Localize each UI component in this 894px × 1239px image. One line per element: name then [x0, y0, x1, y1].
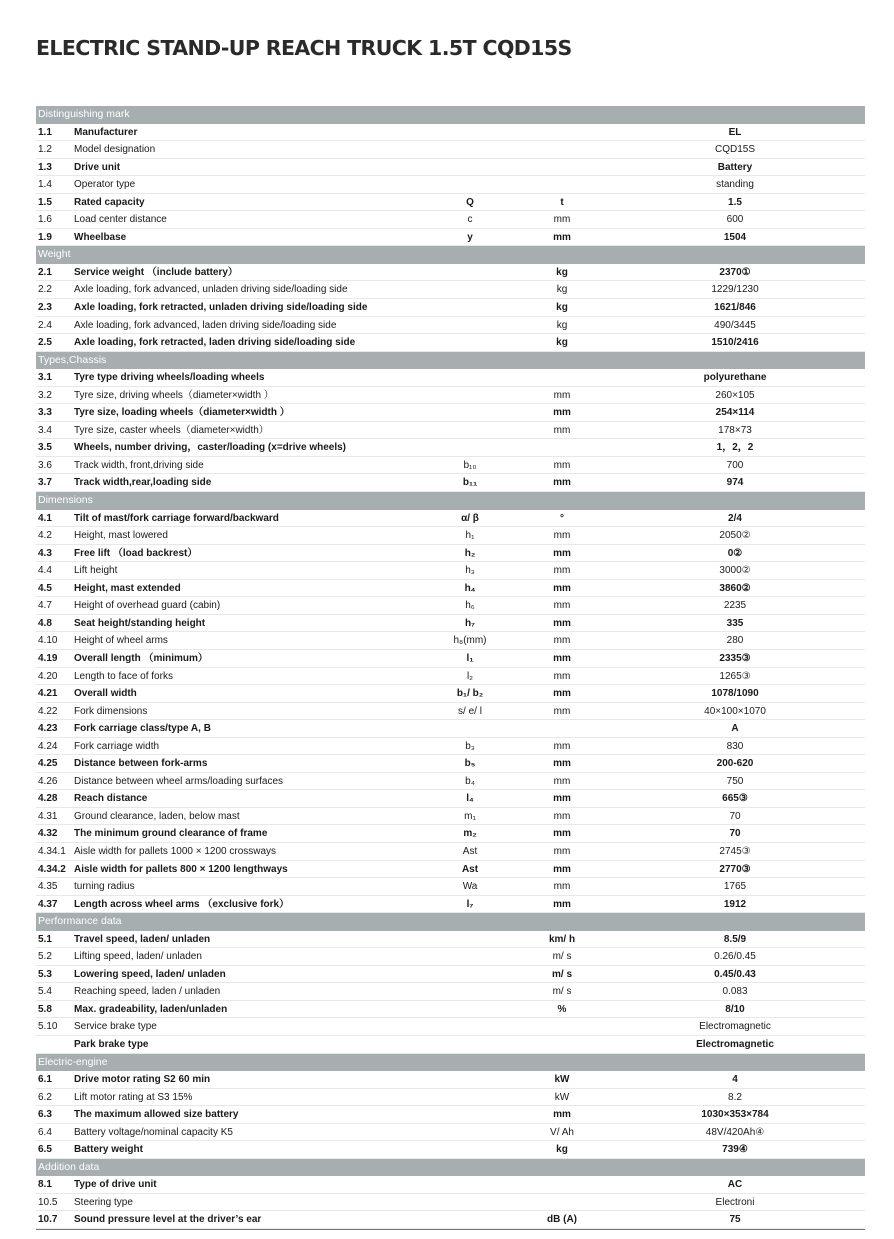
table-row: 4.24 Fork carriage width b₃ mm 830 [36, 738, 865, 756]
row-number: 4.2 [38, 530, 52, 542]
row-number: 2.4 [38, 319, 52, 331]
row-number: 6.3 [38, 1109, 52, 1121]
table-row: 1.4 Operator type standing [36, 176, 865, 194]
row-parameter: Service brake type [74, 1021, 157, 1033]
table-row: 6.4 Battery voltage/nominal capacity K5 V/ Ah 48V/420Ah④ [36, 1124, 865, 1142]
table-row: 1.3 Drive unit Battery [36, 159, 865, 177]
row-parameter: Service weight （include battery） [74, 266, 238, 278]
row-parameter: Distance between fork-arms [74, 758, 208, 770]
table-row: 5.2 Lifting speed, laden/ unladen m/ s 0.26/0.45 [36, 948, 865, 966]
row-number: 4.20 [38, 670, 58, 682]
table-row: 6.2 Lift motor rating at S3 15% kW 8.2 [36, 1089, 865, 1107]
row-parameter: Seat height/standing height [74, 617, 206, 629]
row-parameter: Rated capacity [74, 196, 145, 208]
table-row: 4.21 Overall width b₁/ b₂ mm 1078/1090 [36, 685, 865, 703]
row-number: 4.22 [38, 705, 58, 717]
row-number: 5.3 [38, 968, 52, 980]
row-number: 4.8 [38, 617, 52, 629]
row-number: 4.4 [38, 565, 52, 577]
row-parameter: The maximum allowed size battery [74, 1109, 239, 1121]
table-row: 10.7 Sound pressure level at the driver’s ear dB (A) 75 [36, 1211, 865, 1229]
row-parameter: Lifting speed, laden/ unladen [74, 951, 202, 963]
row-number: 4.19 [38, 652, 58, 664]
table-row: 4.37 Length across wheel arms （exclusive fork） l₇ mm 1912 [36, 896, 865, 914]
table-row: 4.31 Ground clearance, laden, below mast m₁ mm 70 [36, 808, 865, 826]
table-row: 10.5 Steering type Electroni [36, 1194, 865, 1212]
row-parameter: Fork dimensions [74, 705, 148, 717]
table-row: 4.19 Overall length （minimum） l₁ mm 2335③ [36, 650, 865, 668]
row-number: 3.4 [38, 424, 52, 436]
row-parameter: Axle loading, fork retracted, laden driving side/loading side [74, 337, 356, 349]
row-parameter: Battery weight [74, 1144, 143, 1156]
table-bottom-rule [36, 1229, 865, 1230]
row-number: 8.1 [38, 1179, 52, 1191]
row-parameter: Track width,rear,loading side [74, 477, 212, 489]
table-row: 4.10 Height of wheel arms h₈(mm) mm 280 [36, 632, 865, 650]
row-number: 6.5 [38, 1144, 52, 1156]
row-number: 3.7 [38, 477, 52, 489]
table-row: 6.1 Drive motor rating S2 60 min kW 4 [36, 1071, 865, 1089]
row-parameter: Length to face of forks [74, 670, 173, 682]
row-number: 4.25 [38, 758, 58, 770]
row-parameter: Drive motor rating S2 60 min [74, 1074, 211, 1086]
row-parameter: turning radius [74, 881, 135, 893]
row-parameter: Reach distance [74, 793, 148, 805]
section-header: Types,Chassis [36, 352, 865, 370]
row-number: 4.23 [38, 723, 58, 735]
table-row: 4.3 Free lift （load backrest） h₂ mm 0② [36, 545, 865, 563]
row-number: 2.1 [38, 266, 52, 278]
table-row: 4.35 turning radius Wa mm 1765 [36, 878, 865, 896]
table-row: 4.4 Lift height h₃ mm 3000② [36, 562, 865, 580]
row-parameter: Model designation [74, 144, 156, 156]
row-number: 4.1 [38, 512, 52, 524]
table-row: 6.3 The maximum allowed size battery mm 1030×353×784 [36, 1106, 865, 1124]
table-row: 5.8 Max. gradeability, laden/unladen % 8/10 [36, 1001, 865, 1019]
row-number: 4.35 [38, 881, 58, 893]
row-number: 4.3 [38, 547, 52, 559]
row-parameter: Max. gradeability, laden/unladen [74, 1003, 228, 1015]
row-number: 4.26 [38, 775, 58, 787]
table-row: 6.5 Battery weight kg 739④ [36, 1141, 865, 1159]
table-row: 4.7 Height of overhead guard (cabin) h₆ mm 2235 [36, 597, 865, 615]
row-parameter: Height, mast lowered [74, 530, 168, 542]
table-row: 3.5 Wheels, number driving，caster/loading (x=drive wheels) 1，2，2 [36, 439, 865, 457]
table-row: 5.1 Travel speed, laden/ unladen km/ h 8.5/9 [36, 931, 865, 949]
table-row: 4.5 Height, mast extended h₄ mm 3860② [36, 580, 865, 598]
row-number: 1.2 [38, 144, 52, 156]
row-number: 4.34.1 [38, 845, 66, 857]
row-number: 3.5 [38, 442, 52, 454]
table-row: 1.9 Wheelbase y mm 1504 [36, 229, 865, 247]
row-number: 5.4 [38, 986, 52, 998]
row-number: 4.21 [38, 688, 58, 700]
row-parameter: Height, mast extended [74, 582, 181, 594]
row-parameter: Manufacturer [74, 126, 138, 138]
page-title: ELECTRIC STAND-UP REACH TRUCK 1.5T CQD15S [36, 36, 572, 60]
table-row: 4.34.1 Aisle width for pallets 1000 × 1200 crossways Ast mm 2745③ [36, 843, 865, 861]
row-parameter: Fork carriage class/type A, B [74, 723, 211, 735]
table-row: 2.1 Service weight （include battery） kg 2370① [36, 264, 865, 282]
table-row: 3.4 Tyre size, caster wheels（diameter×width） mm 178×73 [36, 422, 865, 440]
table-row: 3.7 Track width,rear,loading side b₁₁ mm 974 [36, 474, 865, 492]
table-row: 4.28 Reach distance l₄ mm 665③ [36, 790, 865, 808]
row-number: 1.6 [38, 214, 52, 226]
table-row: 4.32 The minimum ground clearance of frame m₂ mm 70 [36, 825, 865, 843]
row-number: 2.5 [38, 337, 52, 349]
table-row: Park brake type Electromagnetic [36, 1036, 865, 1054]
row-number: 4.31 [38, 810, 58, 822]
table-row: 1.1 Manufacturer EL [36, 124, 865, 142]
table-row: 2.4 Axle loading, fork advanced, laden driving side/loading side kg 490/3445 [36, 317, 865, 335]
row-number: 5.10 [38, 1021, 58, 1033]
row-parameter: Ground clearance, laden, below mast [74, 810, 240, 822]
row-number: 4.7 [38, 600, 52, 612]
section-header: Addition data [36, 1159, 865, 1177]
row-parameter: Tilt of mast/fork carriage forward/backward [74, 512, 279, 524]
section-header: Dimensions [36, 492, 865, 510]
table-row: 4.34.2 Aisle width for pallets 800 × 1200 lengthways Ast mm 2770③ [36, 861, 865, 879]
row-parameter: Distance between wheel arms/loading surfaces [74, 775, 283, 787]
row-parameter: Height of overhead guard (cabin) [74, 600, 221, 612]
row-number: 1.9 [38, 231, 52, 243]
spec-table [36, 106, 865, 1230]
table-row: 4.8 Seat height/standing height h₇ mm 335 [36, 615, 865, 633]
row-parameter: Steering type [74, 1196, 133, 1208]
row-number: 4.28 [38, 793, 58, 805]
row-parameter: Free lift （load backrest） [74, 547, 198, 559]
row-number: 3.2 [38, 389, 52, 401]
table-row: 3.1 Tyre type driving wheels/loading wheels polyurethane [36, 369, 865, 387]
table-row: 1.6 Load center distance c mm 600 [36, 211, 865, 229]
section-header: Weight [36, 246, 865, 264]
row-parameter: Length across wheel arms （exclusive fork） [74, 898, 290, 910]
row-parameter: Lowering speed, laden/ unladen [74, 968, 226, 980]
row-parameter: Lift height [74, 565, 118, 577]
row-number: 1.3 [38, 161, 52, 173]
table-row: 1.5 Rated capacity Q t 1.5 [36, 194, 865, 212]
table-row: 4.26 Distance between wheel arms/loading surfaces b₄ mm 750 [36, 773, 865, 791]
table-row: 4.23 Fork carriage class/type A, B A [36, 720, 865, 738]
row-parameter: Battery voltage/nominal capacity K5 [74, 1126, 233, 1138]
row-parameter: Wheelbase [74, 231, 127, 243]
row-parameter: Lift motor rating at S3 15% [74, 1091, 193, 1103]
table-row: 2.2 Axle loading, fork advanced, unladen driving side/loading side kg 1229/1230 [36, 281, 865, 299]
row-parameter: Load center distance [74, 214, 167, 226]
row-number: 1.4 [38, 179, 52, 191]
row-number: 5.2 [38, 951, 52, 963]
row-parameter: Sound pressure level at the driver’s ear [74, 1214, 262, 1226]
row-number: 10.7 [38, 1214, 58, 1226]
row-parameter: Axle loading, fork retracted, unladen driving side/loading side [74, 302, 368, 314]
row-parameter: Wheels, number driving，caster/loading (x=drive wheels) [74, 442, 347, 454]
row-parameter: Aisle width for pallets 800 × 1200 lengthways [74, 863, 288, 875]
table-row: 2.5 Axle loading, fork retracted, laden driving side/loading side kg 1510/2416 [36, 334, 865, 352]
row-parameter: Park brake type [74, 1038, 149, 1050]
table-row: 4.20 Length to face of forks l₂ mm 1265③ [36, 668, 865, 686]
row-number: 4.37 [38, 898, 58, 910]
row-parameter: Fork carriage width [74, 740, 160, 752]
row-parameter: Tyre type driving wheels/loading wheels [74, 372, 265, 384]
row-parameter: Reaching speed, laden / unladen [74, 986, 221, 998]
row-parameter: Overall width [74, 688, 137, 700]
row-parameter: The minimum ground clearance of frame [74, 828, 268, 840]
row-number: 5.1 [38, 933, 52, 945]
table-row: 5.4 Reaching speed, laden / unladen m/ s 0.083 [36, 983, 865, 1001]
row-parameter: Tyre size, caster wheels（diameter×width） [74, 424, 269, 436]
table-row: 3.2 Tyre size, driving wheels（diameter×width ） mm 260×105 [36, 387, 865, 405]
row-parameter: Axle loading, fork advanced, laden driving side/loading side [74, 319, 337, 331]
table-row: 2.3 Axle loading, fork retracted, unladen driving side/loading side kg 1621/846 [36, 299, 865, 317]
table-row: 3.3 Tyre size, loading wheels（diameter×width ） mm 254×114 [36, 404, 865, 422]
table-row: 4.1 Tilt of mast/fork carriage forward/backward α/ β ° 2/4 [36, 510, 865, 528]
row-parameter: Track width, front,driving side [74, 459, 204, 471]
table-row: 4.2 Height, mast lowered h₁ mm 2050② [36, 527, 865, 545]
row-parameter: Travel speed, laden/ unladen [74, 933, 211, 945]
row-parameter: Height of wheel arms [74, 635, 168, 647]
row-number: 1.5 [38, 196, 52, 208]
row-parameter: Overall length （minimum） [74, 652, 208, 664]
row-number: 4.34.2 [38, 863, 66, 875]
section-header: Performance data [36, 913, 865, 931]
row-parameter: Tyre size, loading wheels（diameter×width ） [74, 407, 290, 419]
row-parameter: Axle loading, fork advanced, unladen driving side/loading side [74, 284, 348, 296]
table-row: 4.25 Distance between fork-arms b₅ mm 200-620 [36, 755, 865, 773]
table-row: 5.10 Service brake type Electromagnetic [36, 1018, 865, 1036]
row-parameter: Aisle width for pallets 1000 × 1200 crossways [74, 845, 277, 857]
row-number: 6.4 [38, 1126, 52, 1138]
section-header: Distinguishing mark [36, 106, 865, 124]
table-row: 5.3 Lowering speed, laden/ unladen m/ s 0.45/0.43 [36, 966, 865, 984]
row-number: 3.6 [38, 459, 52, 471]
row-number: 4.10 [38, 635, 58, 647]
row-parameter: Drive unit [74, 161, 121, 173]
table-row: 8.1 Type of drive unit AC [36, 1176, 865, 1194]
table-row: 1.2 Model designation CQD15S [36, 141, 865, 159]
row-number: 3.3 [38, 407, 52, 419]
row-number: 4.5 [38, 582, 52, 594]
row-parameter: Tyre size, driving wheels（diameter×width ） [74, 389, 274, 401]
row-number: 2.3 [38, 302, 52, 314]
table-row: 3.6 Track width, front,driving side b₁₀ mm 700 [36, 457, 865, 475]
row-parameter: Operator type [74, 179, 136, 191]
row-number: 6.1 [38, 1074, 52, 1086]
row-number: 4.24 [38, 740, 58, 752]
table-row: 4.22 Fork dimensions s/ e/ l mm 40×100×1070 [36, 703, 865, 721]
section-header: Electric-engine [36, 1054, 865, 1072]
row-parameter: Type of drive unit [74, 1179, 157, 1191]
row-number: 3.1 [38, 372, 52, 384]
row-number: 1.1 [38, 126, 52, 138]
row-number: 2.2 [38, 284, 52, 296]
row-number: 10.5 [38, 1196, 58, 1208]
row-number: 5.8 [38, 1003, 52, 1015]
row-number: 4.32 [38, 828, 58, 840]
row-number: 6.2 [38, 1091, 52, 1103]
